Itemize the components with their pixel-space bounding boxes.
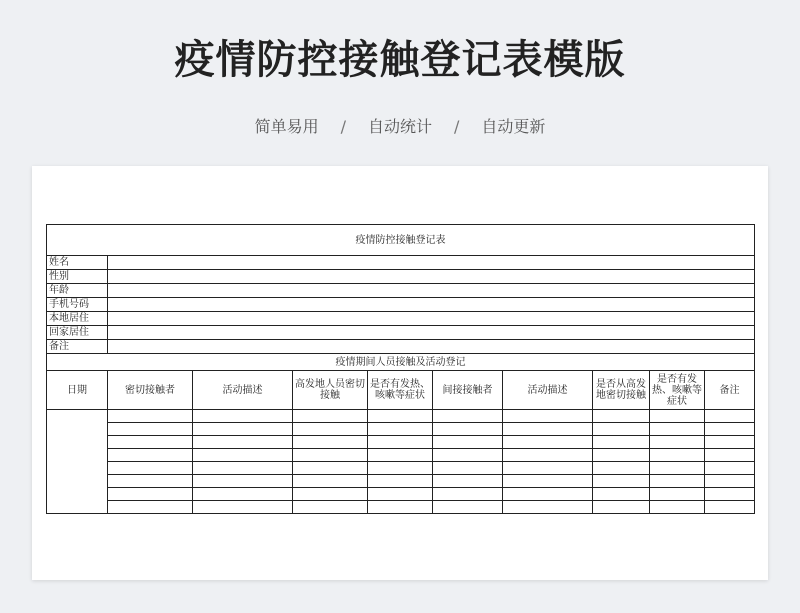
table-cell[interactable]: [503, 449, 593, 462]
page-title: 疫情防控接触登记表模版: [174, 37, 626, 83]
table-cell[interactable]: [593, 462, 650, 475]
column-header: 活动描述: [193, 371, 293, 410]
date-cell[interactable]: [47, 410, 108, 514]
table-cell[interactable]: [503, 436, 593, 449]
table-cell[interactable]: [293, 436, 368, 449]
table-cell[interactable]: [368, 488, 433, 501]
field-value-cell[interactable]: [108, 270, 755, 284]
table-cell[interactable]: [108, 488, 193, 501]
field-value-cell[interactable]: [108, 298, 755, 312]
column-header: 活动描述: [503, 371, 593, 410]
table-cell[interactable]: [503, 501, 593, 514]
field-value-cell[interactable]: [108, 340, 755, 354]
table-cell[interactable]: [705, 475, 755, 488]
field-label: 回家居住: [47, 326, 108, 340]
table-cell[interactable]: [368, 423, 433, 436]
table-row: [47, 449, 755, 462]
table-cell[interactable]: [108, 475, 193, 488]
table-cell[interactable]: [650, 449, 705, 462]
table-cell[interactable]: [503, 423, 593, 436]
table-cell[interactable]: [293, 501, 368, 514]
table-row: [47, 436, 755, 449]
table-cell[interactable]: [503, 488, 593, 501]
field-value-cell[interactable]: [108, 284, 755, 298]
column-header: 密切接触者: [108, 371, 193, 410]
info-row: [47, 284, 755, 298]
column-header: 高发地人员密切接触: [293, 371, 368, 410]
field-value-cell[interactable]: [108, 256, 755, 270]
table-cell[interactable]: [108, 462, 193, 475]
table-cell[interactable]: [193, 423, 293, 436]
table-row: [47, 462, 755, 475]
table-row: [47, 475, 755, 488]
table-cell[interactable]: [650, 475, 705, 488]
column-header: 是否有发热、咳嗽等症状: [368, 371, 433, 410]
tagline-easy: 简单易用: [254, 117, 319, 136]
table-cell[interactable]: [593, 449, 650, 462]
table-cell[interactable]: [293, 449, 368, 462]
table-cell[interactable]: [293, 475, 368, 488]
info-row: [47, 298, 755, 312]
table-cell[interactable]: [503, 462, 593, 475]
table-cell[interactable]: [293, 423, 368, 436]
table-cell[interactable]: [433, 501, 503, 514]
table-cell[interactable]: [368, 501, 433, 514]
table-cell[interactable]: [593, 475, 650, 488]
spreadsheet-preview: [32, 166, 768, 580]
field-label: 姓名: [47, 256, 108, 270]
table-cell[interactable]: [593, 423, 650, 436]
table-cell[interactable]: [705, 410, 755, 423]
table-cell[interactable]: [593, 501, 650, 514]
table-cell[interactable]: [650, 410, 705, 423]
table-cell[interactable]: [193, 449, 293, 462]
table-cell[interactable]: [193, 462, 293, 475]
table-cell[interactable]: [650, 436, 705, 449]
table-cell[interactable]: [705, 488, 755, 501]
table-cell[interactable]: [368, 475, 433, 488]
table-cell[interactable]: [368, 436, 433, 449]
info-row: [47, 326, 755, 340]
field-label: 本地居住: [47, 312, 108, 326]
table-cell[interactable]: [368, 449, 433, 462]
column-header: 是否有发热、咳嗽等症状: [650, 371, 705, 410]
info-row: [47, 270, 755, 284]
column-header: 日期: [47, 371, 108, 410]
table-cell[interactable]: [193, 436, 293, 449]
table-cell[interactable]: [108, 449, 193, 462]
table-cell[interactable]: [293, 462, 368, 475]
table-cell[interactable]: [705, 449, 755, 462]
table-cell[interactable]: [503, 410, 593, 423]
table-cell[interactable]: [433, 488, 503, 501]
field-label: 手机号码: [47, 298, 108, 312]
table-cell[interactable]: [293, 488, 368, 501]
table-cell[interactable]: [650, 423, 705, 436]
contact-registration-form: [46, 224, 755, 514]
table-row: [47, 488, 755, 501]
section-row: [47, 354, 755, 371]
info-row: [47, 340, 755, 354]
table-cell[interactable]: [433, 423, 503, 436]
table-row: [47, 423, 755, 436]
field-value-cell[interactable]: [108, 326, 755, 340]
table-cell[interactable]: [193, 410, 293, 423]
table-cell[interactable]: [705, 501, 755, 514]
table-cell[interactable]: [650, 488, 705, 501]
table-cell[interactable]: [368, 410, 433, 423]
table-cell[interactable]: [433, 449, 503, 462]
table-cell[interactable]: [108, 410, 193, 423]
table-cell[interactable]: [433, 462, 503, 475]
info-row: [47, 312, 755, 326]
table-row: [47, 501, 755, 514]
table-cell[interactable]: [503, 475, 593, 488]
field-label: 年龄: [47, 284, 108, 298]
tagline-auto-stats: 自动统计: [367, 117, 432, 136]
column-header: 是否从高发地密切接触: [593, 371, 650, 410]
column-header: 备注: [705, 371, 755, 410]
table-cell[interactable]: [705, 462, 755, 475]
table-cell[interactable]: [705, 436, 755, 449]
tagline-bar: [0, 114, 800, 137]
column-header-row: [47, 371, 755, 410]
field-value-cell[interactable]: [108, 312, 755, 326]
table-cell[interactable]: [108, 423, 193, 436]
table-cell[interactable]: [593, 410, 650, 423]
table-cell[interactable]: [593, 436, 650, 449]
table-cell[interactable]: [433, 436, 503, 449]
info-row: [47, 256, 755, 270]
tagline-separator: /: [340, 117, 346, 136]
table-cell[interactable]: [433, 475, 503, 488]
table-cell[interactable]: [193, 475, 293, 488]
table-cell[interactable]: [368, 462, 433, 475]
table-cell[interactable]: [293, 410, 368, 423]
table-cell[interactable]: [433, 410, 503, 423]
tagline-separator: /: [454, 117, 460, 136]
table-cell[interactable]: [705, 423, 755, 436]
table-row: [47, 410, 755, 423]
table-cell[interactable]: [108, 436, 193, 449]
table-cell[interactable]: [108, 501, 193, 514]
table-cell[interactable]: [650, 501, 705, 514]
table-cell[interactable]: [193, 488, 293, 501]
field-label: 性别: [47, 270, 108, 284]
table-cell[interactable]: [193, 501, 293, 514]
form-title: 疫情防控接触登记表: [47, 225, 755, 256]
tagline-auto-update: 自动更新: [481, 117, 546, 136]
column-header: 间接接触者: [433, 371, 503, 410]
field-label: 备注: [47, 340, 108, 354]
table-cell[interactable]: [650, 462, 705, 475]
table-cell[interactable]: [593, 488, 650, 501]
section-title: 疫情期间人员接触及活动登记: [47, 354, 755, 371]
